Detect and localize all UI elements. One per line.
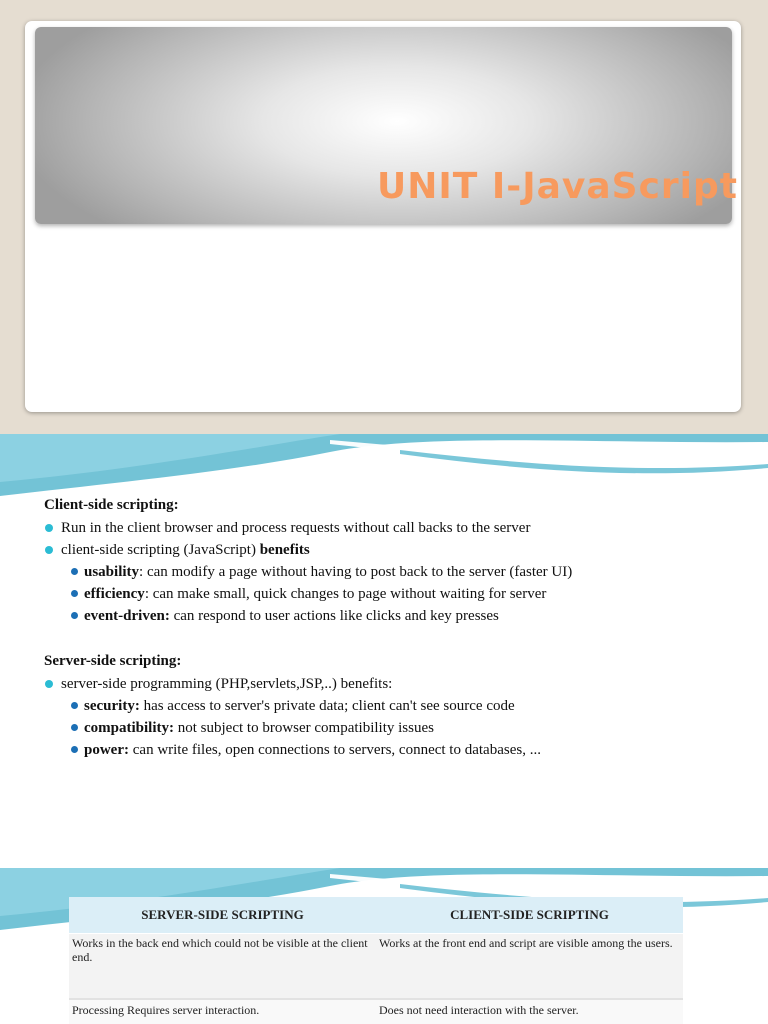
- table-cell: Works in the back end which could not be visible at the client end.: [69, 934, 376, 1000]
- list-item-text: Run in the client browser and process requests without call backs to the server: [61, 520, 531, 536]
- table-cell: Processing Requires server interaction.: [69, 999, 376, 1024]
- table-header: CLIENT-SIDE SCRIPTING: [376, 897, 683, 934]
- slide-title: UNIT I-JavaScript: [377, 166, 738, 207]
- table-header-row: [69, 897, 683, 934]
- table-cell: Does not need interaction with the server.: [376, 999, 683, 1024]
- benefit-term: event-driven:: [84, 608, 170, 624]
- slide-content: [44, 494, 744, 761]
- list-item-text: client-side scripting (JavaScript): [61, 542, 256, 558]
- benefit-desc: has access to server's private data; client can't see source code: [139, 698, 515, 714]
- title-slide: [0, 0, 768, 434]
- table-row: [69, 999, 683, 1024]
- table-cell: Works at the front end and script are visible among the users.: [376, 934, 683, 1000]
- sub-list-item: [44, 739, 744, 761]
- list-item-text: server-side programming (PHP,servlets,JSP,..) benefits:: [61, 676, 393, 692]
- scripting-slide: [0, 434, 768, 868]
- benefit-term: usability: [84, 564, 140, 580]
- benefit-desc: can write files, open connections to servers, connect to databases, ...: [129, 742, 541, 758]
- client-side-heading: Client-side scripting:: [44, 497, 179, 513]
- list-item-bold: benefits: [259, 542, 310, 558]
- sub-list-item: [44, 695, 744, 717]
- title-slide-card: [25, 21, 741, 412]
- benefit-desc: not subject to browser compatibility issues: [174, 720, 434, 736]
- benefit-desc: : can make small, quick changes to page without waiting for server: [144, 586, 547, 602]
- benefit-term: compatibility:: [84, 720, 174, 736]
- benefit-desc: can respond to user actions like clicks and key presses: [169, 608, 499, 624]
- list-item: [44, 517, 744, 539]
- server-side-heading: Server-side scripting:: [44, 653, 182, 669]
- list-item: [44, 539, 744, 561]
- table-row: [69, 934, 683, 1000]
- sub-list-item: [44, 583, 744, 605]
- benefit-term: security:: [84, 698, 140, 714]
- sub-list-item: [44, 605, 744, 627]
- table-header: SERVER-SIDE SCRIPTING: [69, 897, 376, 934]
- comparison-table: [69, 897, 683, 1024]
- benefit-term: power:: [84, 742, 129, 758]
- comparison-slide: [0, 868, 768, 1024]
- sub-list-item: [44, 561, 744, 583]
- benefit-term: efficiency: [84, 586, 145, 602]
- sub-list-item: [44, 717, 744, 739]
- benefit-desc: : can modify a page without having to post back to the server (faster UI): [139, 564, 573, 580]
- list-item: [44, 673, 744, 695]
